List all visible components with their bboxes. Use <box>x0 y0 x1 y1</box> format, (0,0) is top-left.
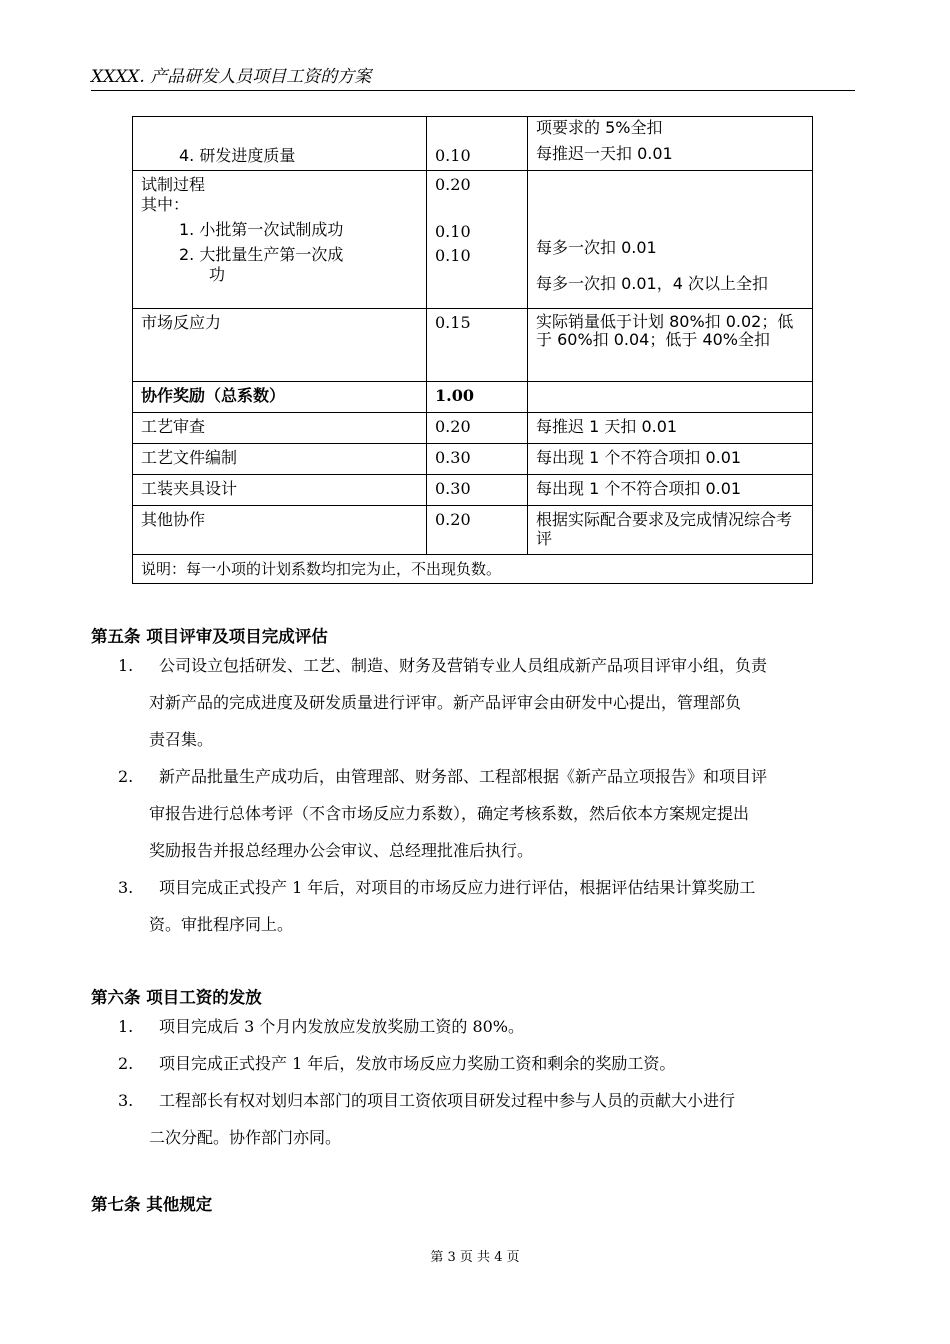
table-cell <box>427 444 528 475</box>
table-cell <box>133 413 427 444</box>
cell-text: 1. 小批第一次试制成功 <box>179 220 344 239</box>
item-text: 责召集。 <box>149 730 214 749</box>
table-cell <box>133 444 427 475</box>
cell-text: 0.20 <box>435 510 471 529</box>
item-text: 对新产品的完成进度及研发质量进行评审。新产品评审会由研发中心提出，管理部负 <box>149 693 742 712</box>
cell-text: 每多一次扣 0.01 <box>536 238 657 257</box>
table-cell <box>427 506 528 555</box>
page-header <box>91 64 855 91</box>
list-item <box>118 1008 858 1045</box>
list-item <box>118 1045 858 1082</box>
table-row <box>133 506 813 555</box>
cell-text: 说明：每一小项的计划系数均扣完为止，不出现负数。 <box>141 560 502 578</box>
table-cell <box>528 309 813 382</box>
table-row <box>133 444 813 475</box>
table-row <box>133 475 813 506</box>
table-row <box>133 117 813 171</box>
header-title: XXXX. 产品研发人员项目工资的方案 <box>91 67 372 87</box>
item-number: 2. <box>118 1054 134 1073</box>
item-number: 3. <box>118 878 134 897</box>
cell-text: 0.10 <box>435 246 471 265</box>
table-cell <box>133 171 427 309</box>
item-text: 资。审批程序同上。 <box>149 915 294 934</box>
table-cell <box>427 117 528 171</box>
table-cell <box>528 171 813 309</box>
item-text: 审报告进行总体考评（不含市场反应力系数），确定考核系数，然后依本方案规定提出 <box>149 804 750 823</box>
item-text: 新产品批量生产成功后，由管理部、财务部、工程部根据《新产品立项报告》和项目评 <box>159 767 768 786</box>
list-item <box>118 758 858 869</box>
cell-text: 0.10 <box>435 222 471 241</box>
table-cell <box>528 382 813 413</box>
table-cell <box>427 413 528 444</box>
table-cell <box>427 382 528 413</box>
cell-text: 其他协作 <box>141 510 206 529</box>
item-number: 1. <box>118 1017 134 1036</box>
item-text: 公司设立包括研发、工艺、制造、财务及营销专业人员组成新产品项目评审小组，负责 <box>159 656 768 675</box>
cell-text: 工艺文件编制 <box>141 448 238 467</box>
cell-text: 试制过程 <box>141 175 206 194</box>
item-text: 项目完成正式投产 1 年后，发放市场反应力奖励工资和剩余的奖励工资。 <box>159 1054 676 1073</box>
cell-text: 每多一次扣 0.01，4 次以上全扣 <box>536 274 768 293</box>
table-cell <box>427 475 528 506</box>
item-text: 二次分配。协作部门亦同。 <box>149 1128 342 1147</box>
item-number: 3. <box>118 1091 134 1110</box>
cell-text: 0.30 <box>435 479 471 498</box>
item-number: 2. <box>118 767 134 786</box>
cell-text: 0.30 <box>435 448 471 467</box>
item-text: 项目完成正式投产 1 年后，对项目的市场反应力进行评估，根据评估结果计算奖励工 <box>159 878 756 897</box>
table-cell <box>133 506 427 555</box>
cell-text: 功 <box>209 265 226 284</box>
article-5-title: 第五条 项目评审及项目完成评估 <box>91 627 328 646</box>
table-row <box>133 171 813 309</box>
table-note <box>133 555 813 584</box>
table-row <box>133 309 813 382</box>
table-cell <box>528 506 813 555</box>
cell-text: 0.20 <box>435 175 471 194</box>
table-cell <box>133 382 427 413</box>
item-text: 奖励报告并报总经理办公会审议、总经理批准后执行。 <box>149 841 534 860</box>
table-row <box>133 382 813 413</box>
list-item <box>118 869 858 943</box>
cell-text: 每推迟 1 天扣 0.01 <box>536 417 678 436</box>
article-6-body <box>118 1008 858 1156</box>
table-cell <box>133 475 427 506</box>
list-item <box>118 647 858 758</box>
cell-text: 实际销量低于计划 80%扣 0.02；低于 60%扣 0.04；低于 40%全扣 <box>536 312 794 349</box>
item-number: 1. <box>118 656 134 675</box>
page-footer: 第 3 页 共 4 页 <box>430 1250 520 1265</box>
cell-text: 项要求的 5%全扣 <box>536 118 663 137</box>
table-cell <box>528 475 813 506</box>
cell-text: 0.15 <box>435 313 471 332</box>
table-cell <box>528 413 813 444</box>
table-cell <box>427 309 528 382</box>
cell-text: 市场反应力 <box>141 313 222 332</box>
article-5-body <box>118 647 858 943</box>
cell-text: 协作奖励（总系数） <box>141 386 286 405</box>
cell-text: 每出现 1 个不符合项扣 0.01 <box>536 479 742 498</box>
cell-text: 根据实际配合要求及完成情况综合考评 <box>536 510 793 548</box>
table-cell <box>528 117 813 171</box>
item-text: 工程部长有权对划归本部门的项目工资依项目研发过程中参与人员的贡献大小进行 <box>159 1091 736 1110</box>
cell-text: 2. 大批量生产第一次成 <box>179 245 344 264</box>
cell-text: 其中： <box>141 195 190 214</box>
cell-text: 每推迟一天扣 0.01 <box>536 144 673 163</box>
cell-text: 每出现 1 个不符合项扣 0.01 <box>536 448 742 467</box>
table-row <box>133 555 813 584</box>
cell-text: 工装夹具设计 <box>141 479 238 498</box>
table-cell <box>133 117 427 171</box>
cell-text: 0.20 <box>435 417 471 436</box>
table-row <box>133 413 813 444</box>
cell-text: 工艺审查 <box>141 417 206 436</box>
table-cell <box>528 444 813 475</box>
table-cell <box>133 309 427 382</box>
cell-text: 0.10 <box>435 146 471 165</box>
coefficient-table <box>132 116 813 584</box>
article-7-title: 第七条 其他规定 <box>91 1195 213 1214</box>
article-6-title: 第六条 项目工资的发放 <box>91 988 262 1007</box>
cell-text: 1.00 <box>435 386 474 405</box>
list-item <box>118 1082 858 1156</box>
table-cell <box>427 171 528 309</box>
cell-text: 4. 研发进度质量 <box>179 146 296 165</box>
item-text: 项目完成后 3 个月内发放应发放奖励工资的 80%。 <box>159 1017 525 1036</box>
